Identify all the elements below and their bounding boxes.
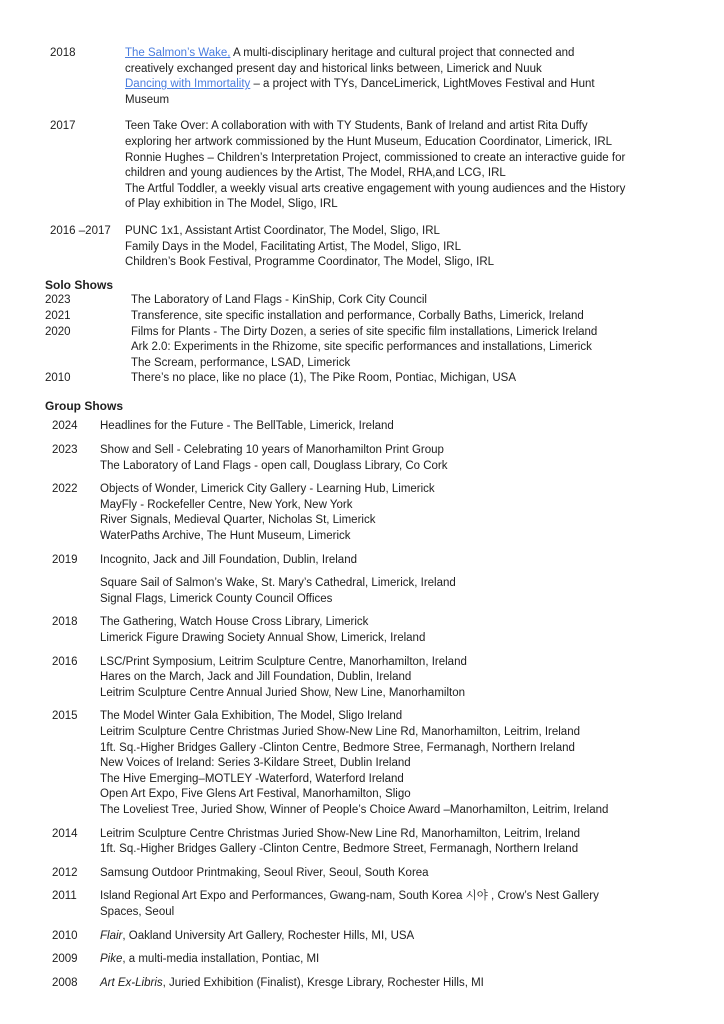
entry-line (100, 976, 700, 992)
entry-body (100, 576, 700, 607)
entry-line (100, 709, 700, 725)
entry-year: 2009 (52, 953, 78, 966)
cv-entry-row (45, 615, 700, 646)
entry-body (131, 325, 700, 372)
entry-year: 2008 (52, 976, 78, 989)
entry-line (100, 529, 700, 545)
entry-line (131, 293, 700, 309)
entry-body (100, 443, 700, 474)
entry-text: A multi-disciplinary heritage and cultural project that connected and (230, 47, 575, 59)
entry-body (131, 293, 700, 309)
entry-line (125, 182, 700, 198)
entry-line (100, 576, 700, 592)
entry-line (100, 929, 700, 945)
entry-line (100, 498, 700, 514)
entry-text: , Juried Exhibition (Finalist), Kresge Library, Rochester Hills, MI (162, 976, 484, 989)
entry-year: 2023 (52, 444, 78, 457)
entry-text: The Hive Emerging–MOTLEY -Waterford, Waterford Ireland (100, 772, 404, 785)
entry-year: 2014 (52, 827, 78, 840)
entry-text: LSC/Print Symposium, Leitrim Sculpture Centre, Manorhamilton, Ireland (100, 655, 467, 668)
entry-text: Spaces, Seoul (100, 905, 175, 918)
entry-body (100, 482, 700, 544)
cv-entry-row (45, 309, 700, 325)
entry-text: Museum (125, 93, 170, 106)
entry-text: Ark 2.0: Experiments in the Rhizome, site specific performances and installations, Limerick (131, 341, 592, 354)
entry-text: The Loveliest Tree, Juried Show, Winner of People’s Choice Award –Manorhamilton, Leitrim, Ireland (100, 803, 609, 816)
entry-line (125, 77, 700, 93)
entry-text: Transference, site specific installation and performance, Corbally Baths, Limerick, Ireland (131, 309, 584, 322)
cv-entry-row (45, 655, 700, 702)
entry-line (125, 166, 700, 182)
entry-title-italic: Flair (100, 929, 123, 942)
entry-line (100, 827, 700, 843)
entry-text: There’s no place, like no place (1), The Pike Room, Pontiac, Michigan, USA (131, 372, 517, 385)
entry-body (100, 976, 700, 992)
entry-text: 1ft. Sq.-Higher Bridges Gallery -Clinton Centre, Bedmore Street, Fermanagh, Northern Ireland (100, 843, 579, 856)
entry-line (131, 309, 700, 325)
entry-line (100, 905, 700, 921)
solo-shows-heading: Solo Shows (45, 277, 114, 292)
entry-line (131, 371, 700, 387)
cv-entry-row (45, 976, 700, 992)
entry-text: Island Regional Art Expo and Performances, Gwang-nam, South Korea 시야 , Crow’s Nest Gallery (100, 890, 599, 903)
entry-line (100, 553, 700, 569)
entry-text: – a project with TYs, DanceLimerick, LightMoves Festival and Hunt (250, 78, 595, 91)
entry-text: Limerick Figure Drawing Society Annual Show, Limerick, Ireland (100, 632, 426, 644)
section-solo-shows (45, 278, 700, 387)
entry-line (100, 443, 700, 459)
entry-body (131, 371, 700, 387)
entry-body (100, 709, 700, 818)
cv-entry-row (45, 293, 700, 309)
entry-line (100, 419, 700, 435)
entry-text: The Scream, performance, LSAD, Limerick (131, 356, 351, 369)
entry-body (100, 553, 700, 569)
entry-text: , a multi-media installation, Pontiac, MI (122, 953, 320, 966)
entry-text: The Artful Toddler, a weekly visual arts creative engagement with young audiences and the History (125, 182, 626, 195)
cv-entry-row (45, 224, 700, 271)
entry-line (131, 325, 700, 341)
cv-entry-row (45, 371, 700, 387)
entry-title-italic: Pike (100, 953, 123, 966)
entry-year: 2016 –2017 (50, 224, 111, 237)
entry-year (45, 576, 100, 607)
entry-line (100, 513, 700, 529)
solo-shows-entries (45, 293, 700, 387)
entry-text: Headlines for the Future - The BellTable, Limerick, Ireland (100, 420, 394, 433)
cv-entry-row (45, 709, 700, 818)
entry-text: Leitrim Sculpture Centre Christmas Juried Show-New Line Rd, Manorhamilton, Leitrim, Ireland (100, 827, 580, 840)
cv-entry-row (45, 866, 700, 882)
section-group-shows (45, 399, 700, 991)
section-experience (45, 46, 700, 271)
cv-entry-row (45, 325, 700, 372)
entry-body (125, 46, 700, 108)
entry-year: 2010 (45, 372, 71, 385)
entry-text: New Voices of Ireland: Series 3-Kildare Street, Dublin Ireland (100, 757, 411, 770)
experience-entries (45, 46, 700, 271)
entry-text: Open Art Expo, Five Glens Art Festival, Manorhamilton, Sligo (100, 788, 411, 801)
entry-year: 2019 (52, 553, 78, 566)
entry-line (125, 93, 700, 109)
entry-title-italic: Art Ex-Libris (100, 976, 163, 989)
entry-text: Teen Take Over: A collaboration with with TY Students, Bank of Ireland and artist Rita Duffy (125, 120, 588, 133)
entry-text: Signal Flags, Limerick County Council Offices (100, 592, 333, 605)
cv-entry-row (45, 952, 700, 968)
entry-line (100, 459, 700, 475)
entry-body (125, 119, 700, 213)
entry-body (131, 309, 700, 325)
entry-line (125, 151, 700, 167)
entry-line (125, 135, 700, 151)
entry-body (100, 655, 700, 702)
entry-body (100, 952, 700, 968)
entry-line (100, 615, 700, 631)
entry-year: 2018 (50, 47, 76, 59)
entry-year: 2021 (45, 309, 71, 322)
entry-text: MayFly - Rockefeller Centre, New York, New York (100, 498, 353, 511)
cv-entry-row (45, 443, 700, 474)
cv-entry-row (45, 482, 700, 544)
entry-line (125, 62, 700, 78)
entry-text: The Laboratory of Land Flags - KinShip, Cork City Council (131, 294, 427, 307)
entry-line (100, 725, 700, 741)
entry-line (125, 224, 700, 240)
entry-line (100, 866, 700, 882)
entry-line (100, 631, 700, 647)
entry-text: Samsung Outdoor Printmaking, Seoul River, Seoul, South Korea (100, 866, 429, 879)
entry-text: children and young audiences by the Artist, The Model, RHA,and LCG, IRL (125, 167, 506, 180)
entry-line (100, 686, 700, 702)
entry-body (100, 827, 700, 858)
entry-line (100, 482, 700, 498)
cv-entry-row (45, 889, 700, 920)
entry-line (125, 240, 700, 256)
entry-year: 2015 (52, 710, 78, 723)
entry-year: 2022 (52, 483, 78, 496)
entry-text: Square Sail of Salmon’s Wake, St. Mary’s Cathedral, Limerick, Ireland (100, 577, 456, 590)
entry-text: River Signals, Medieval Quarter, Nicholas St, Limerick (100, 514, 376, 527)
entry-text: Hares on the March, Jack and Jill Foundation, Dublin, Ireland (100, 671, 412, 684)
entry-link[interactable]: The Salmon’s Wake, (125, 47, 231, 59)
cv-entry-row (45, 119, 700, 213)
entry-year: 2011 (52, 890, 77, 903)
entry-line (125, 119, 700, 135)
entry-text: Objects of Wonder, Limerick City Gallery - Learning Hub, Limerick (100, 483, 435, 496)
entry-line (125, 46, 700, 62)
entry-line (100, 889, 700, 905)
entry-line (100, 670, 700, 686)
entry-text: The Laboratory of Land Flags - open call, Douglass Library, Co Cork (100, 459, 448, 472)
entry-year: 2020 (45, 325, 71, 338)
cv-entry-row (45, 419, 700, 435)
entry-line (100, 741, 700, 757)
entry-text: PUNC 1x1, Assistant Artist Coordinator, The Model, Sligo, IRL (125, 224, 440, 237)
entry-body (125, 224, 700, 271)
entry-text: creatively exchanged present day and historical links between, Limerick and Nuuk (125, 62, 542, 75)
entry-body (100, 866, 700, 882)
entry-year: 2017 (50, 120, 76, 133)
entry-body (100, 889, 700, 920)
entry-line (100, 655, 700, 671)
entry-line (125, 197, 700, 213)
entry-body (100, 929, 700, 945)
entry-year: 2012 (52, 866, 78, 879)
entry-line (100, 952, 700, 968)
entry-text: The Gathering, Watch House Cross Library, Limerick (100, 616, 369, 629)
entry-text: , Oakland University Art Gallery, Rochester Hills, MI, USA (122, 929, 415, 942)
entry-line (125, 255, 700, 271)
group-shows-entries (45, 419, 700, 991)
entry-text: exploring her artwork commissioned by the Hunt Museum, Education Coordinator, Limerick, IRL (125, 135, 613, 148)
cv-entry-row (45, 929, 700, 945)
entry-text: Leitrim Sculpture Centre Christmas Juried Show-New Line Rd, Manorhamilton, Leitrim, Ireland (100, 725, 580, 738)
entry-text: Incognito, Jack and Jill Foundation, Dublin, Ireland (100, 553, 357, 566)
entry-text: Show and Sell - Celebrating 10 years of Manorhamilton Print Group (100, 444, 444, 457)
entry-text: Family Days in the Model, Facilitating Artist, The Model, Sligo, IRL (125, 240, 461, 253)
entry-line (100, 842, 700, 858)
entry-line (131, 356, 700, 372)
cv-entry-row (45, 46, 700, 108)
entry-year: 2018 (52, 616, 78, 629)
entry-text: Leitrim Sculpture Centre Annual Juried Show, New Line, Manorhamilton (100, 686, 465, 699)
entry-line (100, 592, 700, 608)
entry-line (100, 772, 700, 788)
entry-text: Films for Plants - The Dirty Dozen, a series of site specific film installations, Limerick Ireland (131, 325, 598, 338)
entry-link[interactable]: Dancing with Immortality (125, 78, 251, 91)
entry-text: WaterPaths Archive, The Hunt Museum, Limerick (100, 530, 351, 543)
cv-entry-row (45, 553, 700, 569)
entry-year: 2016 (52, 655, 78, 668)
entry-year: 2010 (52, 929, 78, 942)
entry-text: The Model Winter Gala Exhibition, The Model, Sligo Ireland (100, 710, 403, 723)
entry-line (100, 803, 700, 819)
entry-text: Ronnie Hughes – Children’s Interpretation Project, commissioned to create an interactive guide for (125, 151, 626, 164)
group-shows-heading: Group Shows (45, 398, 123, 413)
entry-line (100, 756, 700, 772)
entry-body (100, 615, 700, 646)
entry-text: Children’s Book Festival, Programme Coordinator, The Model, Sligo, IRL (125, 256, 495, 269)
entry-text: of Play exhibition in The Model, Sligo, IRL (125, 198, 338, 211)
entry-line (100, 787, 700, 803)
entry-text: 1ft. Sq.-Higher Bridges Gallery -Clinton Centre, Bedmore Stree, Fermanagh, Northern Ireland (100, 741, 575, 754)
entry-year: 2024 (52, 420, 78, 433)
entry-body (100, 419, 700, 435)
cv-entry-row (45, 576, 700, 607)
entry-line (131, 340, 700, 356)
entry-year: 2023 (45, 294, 71, 307)
cv-entry-row (45, 827, 700, 858)
